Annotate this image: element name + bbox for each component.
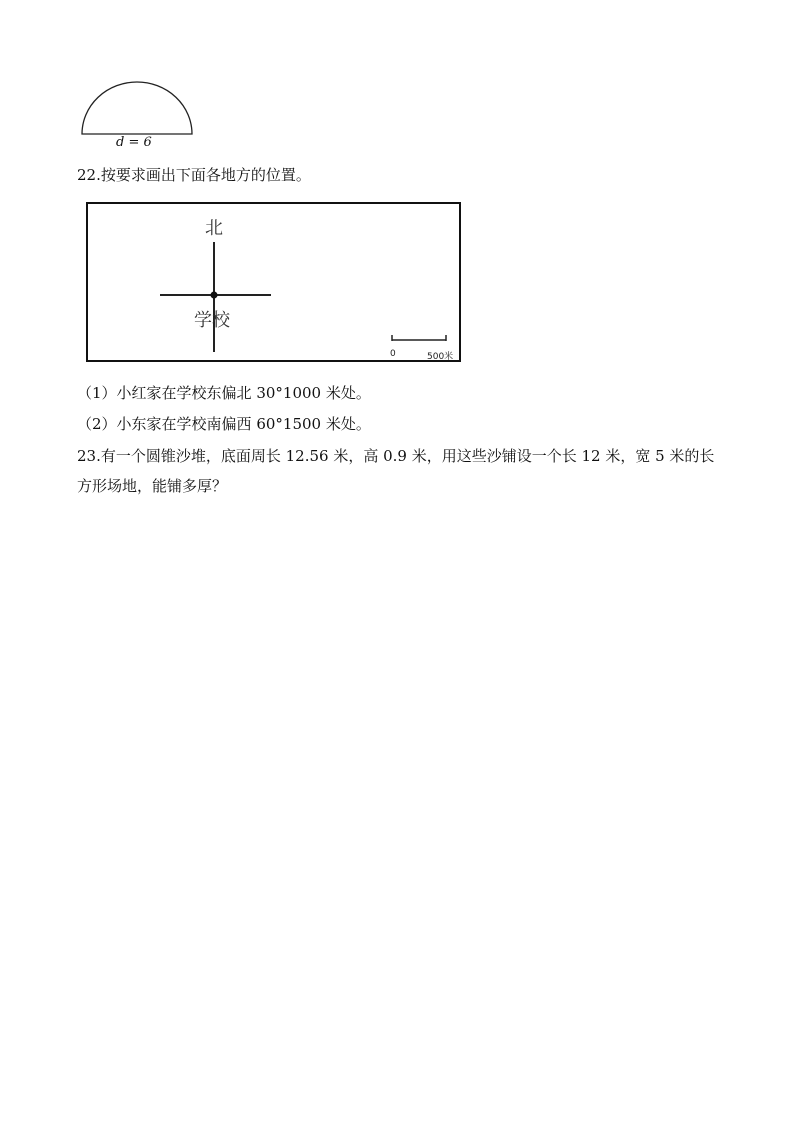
question-22-prompt: 22.按要求画出下面各地方的位置。	[77, 166, 311, 184]
school-point	[211, 292, 218, 299]
semicircle-figure	[78, 80, 198, 138]
question-23-line2: 方形场地，能铺多厚？	[77, 477, 228, 495]
question-23-line1: 23.有一个圆锥沙堆，底面周长 12.56 米，高 0.9 米，用这些沙铺设一个长 12 米，宽 5 米的长	[77, 447, 715, 465]
diameter-label: d = 6	[116, 135, 152, 150]
map-box	[86, 202, 461, 362]
scale-end-label: 500米	[427, 352, 454, 362]
scale-zero-label: 0	[390, 349, 396, 359]
school-label: 学校	[194, 310, 230, 331]
semicircle-arc	[82, 82, 192, 134]
question-22-sub2: （2）小东家在学校南偏西 60°1500 米处。	[77, 415, 371, 433]
question-22-sub1: （1）小红家在学校东偏北 30°1000 米处。	[77, 384, 371, 402]
scale-bar	[392, 335, 446, 341]
compass-cross	[88, 204, 463, 364]
north-label: 北	[205, 218, 223, 239]
